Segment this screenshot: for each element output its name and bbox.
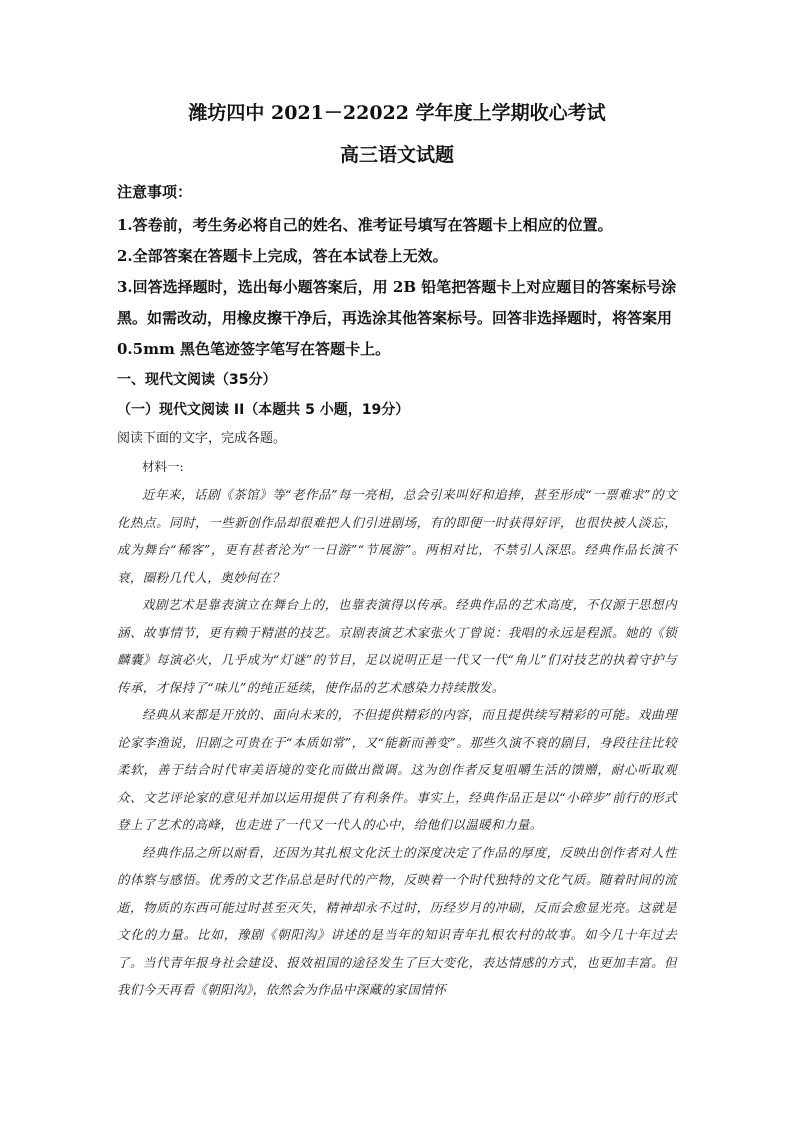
section-heading: 一、现代文阅读（35分） [117, 372, 277, 388]
reading-passage [117, 481, 677, 1004]
notice-heading: 注意事项： [117, 183, 193, 201]
passage-paragraph: 经典从来都是开放的、面向未来的，不但提供精彩的内容，而且提供续写精彩的可能。戏曲理论家李渔说，旧剧之可贵在于“本质如常”，又“能新而善变”。那些久演不衰的剧目，身段往往比较柔软，善于结合时代审美语境的变化而做出微调。这为创作者反复咀嚼生活的馈赠，耐心听取观众、文艺评论家的意见并加以运用提供了有利条件。事实上，经典作品正是以“小碎步”前行的形式登上了艺术的高峰，也走进了一代又一代人的心中，给他们以温暖和力量。 [117, 707, 677, 832]
passage-paragraph: 近年来，话剧《茶馆》等“老作品”每一亮相，总会引来叫好和追捧，甚至形成“一票难求”的文化热点。同时，一些新创作品却很难把人们引进剧场，有的即便一时获得好评，也很快被人淡忘，成为舞台“稀客”，更有甚者沦为“一日游”“节展游”。两相对比，不禁引人深思。经典作品长演不衰，圈粉几代人，奥妙何在？ [117, 487, 678, 585]
passage-paragraph: 经典作品之所以耐看，还因为其扎根文化沃土的深度决定了作品的厚度，反映出创作者对人性的体察与感悟。优秀的文艺作品总是时代的产物，反映着一个时代独特的文化气质。随着时间的流逝，物质的东西可能过时甚至灭失，精神却永不过时，历经岁月的冲刷，反而会愈显光亮。这就是文化的力量。比如，豫剧《朝阳沟》讲述的是当年的知识青年扎根农村的故事。如今几十年过去了。当代青年报身社会建设、报效祖国的途径发生了巨大变化，表达情感的方式，也更加丰富。但我们今天再看《朝阳沟》，依然会为作品中深藏的家国情怀 [117, 844, 677, 997]
material-label: 材料一: [142, 459, 184, 474]
section-subheading: （一）现代文阅读 II（本题共 5 小题，19分） [117, 402, 410, 418]
notice-item: 3.回答选择题时，选出每小题答案后，用 2B 铅笔把答题卡上对应题目的答案标号涂黑。如需改动，用橡皮擦干净后，再选涂其他答案标号。回答非选择题时，将答案用 0.5mm 黑色笔迹签字笔写在答题卡上。 [117, 278, 677, 358]
notice-block [117, 180, 677, 365]
exam-title: 潍坊四中 2021－22022 学年度上学期收心考试 [188, 102, 606, 124]
exam-subtitle: 高三语文试题 [339, 144, 454, 166]
notice-item: 1.答卷前，考生务必将自己的姓名、准考证号填写在答题卡上相应的位置。 [117, 216, 613, 234]
passage-paragraph: 戏剧艺术是靠表演立在舞台上的，也靠表演得以传承。经典作品的艺术高度，不仅源于思想内涵、故事情节，更有赖于精湛的技艺。京剧表演艺术家张火丁曾说：我唱的永远是程派。她的《锁麟囊》每演必火，几乎成为“灯谜”的节目，足以说明正是一代又一代“角儿”们对技艺的执着守护与传承，才保持了“味儿”的纯正延续，使作品的艺术感染力持续散发。 [117, 597, 677, 695]
reading-instruction: 阅读下面的文字，完成各题。 [117, 431, 287, 446]
notice-item: 2.全部答案在答题卡上完成，答在本试卷上无效。 [117, 247, 448, 265]
exam-page [117, 92, 677, 1004]
